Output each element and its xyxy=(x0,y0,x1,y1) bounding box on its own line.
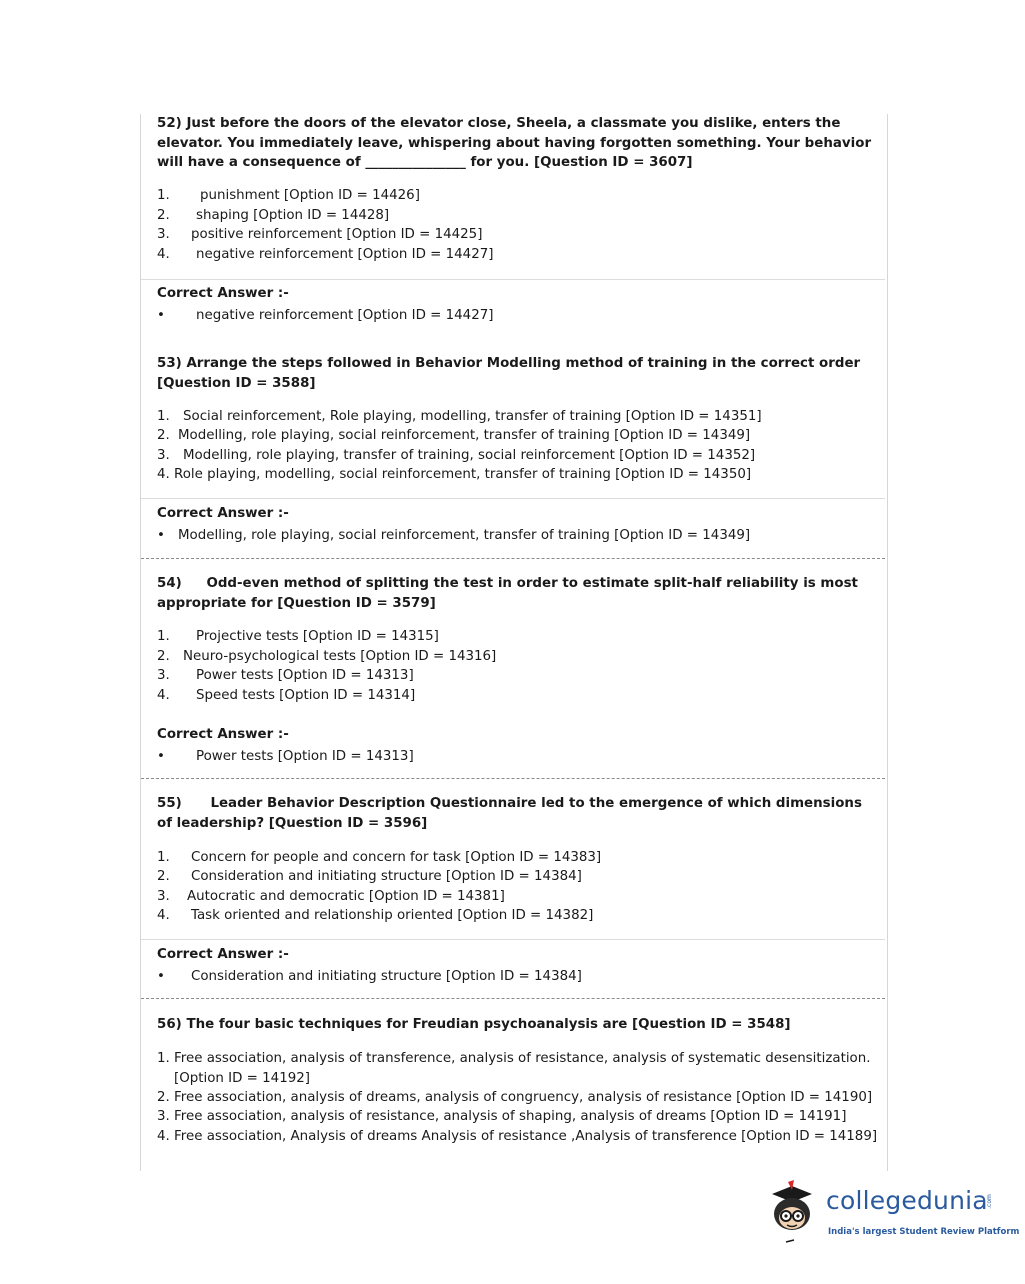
option-item: 1. Free association, analysis of transference, analysis of resistance, analysis of systematic desensitization. [Option ID = 14192] xyxy=(157,1051,871,1086)
correct-answer: • Power tests [Option ID = 14313] xyxy=(157,749,414,764)
option-item: 2. Consideration and initiating structure [Option ID = 14384] xyxy=(157,869,582,884)
option-item: 2. Modelling, role playing, social reinforcement, transfer of training [Option ID = 14349] xyxy=(157,428,751,443)
question-text: The four basic techniques for Freudian psychoanalysis are [Question ID = 3548] xyxy=(186,1017,791,1032)
correct-answer-label: Correct Answer :- xyxy=(157,506,289,521)
option-item: 4. Task oriented and relationship oriented [Option ID = 14382] xyxy=(157,908,594,923)
option-item: 3. Free association, analysis of resistance, analysis of shaping, analysis of dreams [Option ID = 14191] xyxy=(157,1109,847,1124)
brand-tagline: India's largest Student Review Platform xyxy=(828,1227,1020,1237)
question-text: Odd-even method of splitting the test in order to estimate split-half reliability is most appropriate for [Question ID = 3579] xyxy=(157,576,858,611)
option-item: 3. Autocratic and democratic [Option ID = 14381] xyxy=(157,889,505,904)
question-56 xyxy=(157,1015,875,1035)
divider xyxy=(141,279,885,280)
option-item: 3. Power tests [Option ID = 14313] xyxy=(157,668,414,683)
brand-name: collegedunia xyxy=(826,1186,988,1215)
option-item: 1. punishment [Option ID = 14426] xyxy=(157,188,420,203)
correct-answer: • Modelling, role playing, social reinforcement, transfer of training [Option ID = 14349] xyxy=(157,528,751,543)
correct-answer-label: Correct Answer :- xyxy=(157,727,289,742)
question-text: Arrange the steps followed in Behavior Modelling method of training in the correct order [Question ID = 3588] xyxy=(157,356,861,391)
option-item: 3. positive reinforcement [Option ID = 14425] xyxy=(157,227,483,242)
option-item: 4. Speed tests [Option ID = 14314] xyxy=(157,688,416,703)
divider xyxy=(141,939,885,940)
brand-suffix: .com xyxy=(985,1194,993,1209)
question-number: 55) xyxy=(157,796,182,811)
question-number: 52) xyxy=(157,116,182,131)
dashed-divider xyxy=(141,778,885,779)
option-item: 2. Free association, analysis of dreams, analysis of congruency, analysis of resistance [Option ID = 14190] xyxy=(157,1090,873,1105)
mascot-icon xyxy=(772,1180,812,1242)
option-item: 1. Concern for people and concern for task [Option ID = 14383] xyxy=(157,850,602,865)
question-53 xyxy=(157,354,875,393)
question-number: 54) xyxy=(157,576,182,591)
divider xyxy=(141,498,885,499)
question-55 xyxy=(157,794,875,833)
option-item: 3. Modelling, role playing, transfer of training, social reinforcement [Option ID = 14352] xyxy=(157,448,756,463)
question-number: 53) xyxy=(157,356,182,371)
option-item: 2. Neuro-psychological tests [Option ID = 14316] xyxy=(157,649,497,664)
question-54 xyxy=(157,574,875,613)
option-item: 1. Projective tests [Option ID = 14315] xyxy=(157,629,439,644)
option-item: 4. negative reinforcement [Option ID = 14427] xyxy=(157,247,494,262)
option-item: 1. Social reinforcement, Role playing, modelling, transfer of training [Option ID = 14351] xyxy=(157,409,762,424)
correct-answer-label: Correct Answer :- xyxy=(157,947,289,962)
correct-answer: • Consideration and initiating structure [Option ID = 14384] xyxy=(157,969,582,984)
question-text: Leader Behavior Description Questionnaire led to the emergence of which dimensions of leadership? [Question ID = 3596] xyxy=(157,796,862,831)
dashed-divider xyxy=(141,998,885,999)
option-item: 4. Role playing, modelling, social reinforcement, transfer of training [Option ID = 14350] xyxy=(157,467,752,482)
dashed-divider xyxy=(141,558,885,559)
option-item: 4. Free association, Analysis of dreams Analysis of resistance ,Analysis of transference [Option ID = 14189] xyxy=(157,1129,878,1144)
question-52 xyxy=(157,114,875,173)
question-number: 56) xyxy=(157,1017,182,1032)
correct-answer: • negative reinforcement [Option ID = 14427] xyxy=(157,308,494,323)
correct-answer-label: Correct Answer :- xyxy=(157,286,289,301)
option-item: 2. shaping [Option ID = 14428] xyxy=(157,208,390,223)
question-text: Just before the doors of the elevator close, Sheela, a classmate you dislike, enters the elevator. You immediately leave, whispering about having forgotten something. Your behavior will have a consequence of _______________ for you. [Question ID = 3607] xyxy=(157,116,872,170)
